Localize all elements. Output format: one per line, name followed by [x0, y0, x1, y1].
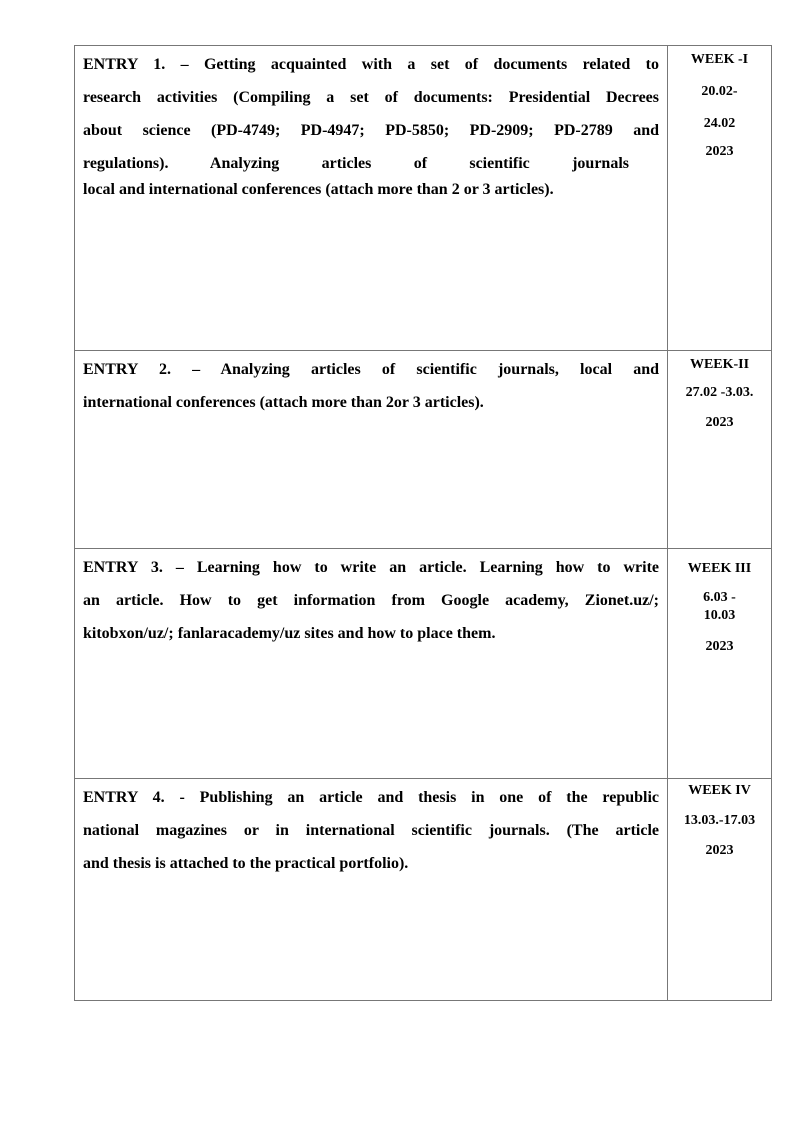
entry-text-line: and thesis is attached to the practical portfolio).: [83, 855, 409, 872]
week-label: WEEK-II: [689, 357, 750, 372]
table-row: [75, 549, 772, 779]
entry-text-line: local and international conferences (attach more than 2 or 3 articles).: [83, 181, 554, 198]
week-date: 24.02: [703, 116, 736, 131]
table-row: [75, 351, 772, 549]
entry-text-line: ENTRY 4. - Publishing an article and thesis in one of the republic: [83, 789, 659, 806]
week-date: 6.03 -: [703, 590, 736, 605]
entry-text-line: ENTRY 3. – Learning how to write an article. Learning how to write: [83, 559, 659, 576]
table-row: [75, 46, 772, 351]
entry-cell: [75, 351, 668, 548]
weekly-plan-table: [74, 45, 772, 1001]
entry-text-line: national magazines or in international scientific journals. (The article: [83, 822, 659, 839]
week-cell: [668, 549, 772, 778]
entry-text-line: research activities (Compiling a set of documents: Presidential Decrees: [83, 89, 659, 106]
week-date: 10.03: [703, 608, 736, 623]
entry-text-line: an article. How to get information from Google academy, Zionet.uz/;: [83, 592, 659, 609]
week-year: 2023: [705, 639, 734, 654]
entry-cell: [75, 549, 668, 778]
entry-cell: [75, 779, 668, 1000]
week-date: 27.02 -3.03.: [685, 385, 754, 400]
entry-text-line: ENTRY 2. – Analyzing articles of scientific journals, local and: [83, 361, 659, 378]
week-label: WEEK -I: [690, 52, 749, 67]
entry-cell: [75, 46, 668, 350]
entry-text-line: regulations). Analyzing articles of scientific journals: [83, 155, 629, 172]
entry-text-line: international conferences (attach more than 2or 3 articles).: [83, 394, 484, 411]
week-year: 2023: [705, 843, 734, 858]
week-year: 2023: [705, 144, 734, 159]
week-cell: [668, 351, 772, 548]
entry-text-line: kitobxon/uz/; fanlaracademy/uz sites and how to place them.: [83, 625, 496, 642]
week-year: 2023: [705, 415, 734, 430]
entry-text-line: about science (PD-4749; PD-4947; PD-5850; PD-2909; PD-2789 and: [83, 122, 659, 139]
entry-text-line: ENTRY 1. – Getting acquainted with a set of documents related to: [83, 56, 659, 73]
week-label: WEEK IV: [688, 783, 751, 798]
week-date: 13.03.-17.03: [683, 813, 756, 828]
week-label: WEEK III: [687, 561, 752, 576]
week-cell: [668, 46, 772, 350]
table-row: [75, 779, 772, 1001]
week-date: 20.02-: [701, 84, 738, 99]
week-cell: [668, 779, 772, 1000]
